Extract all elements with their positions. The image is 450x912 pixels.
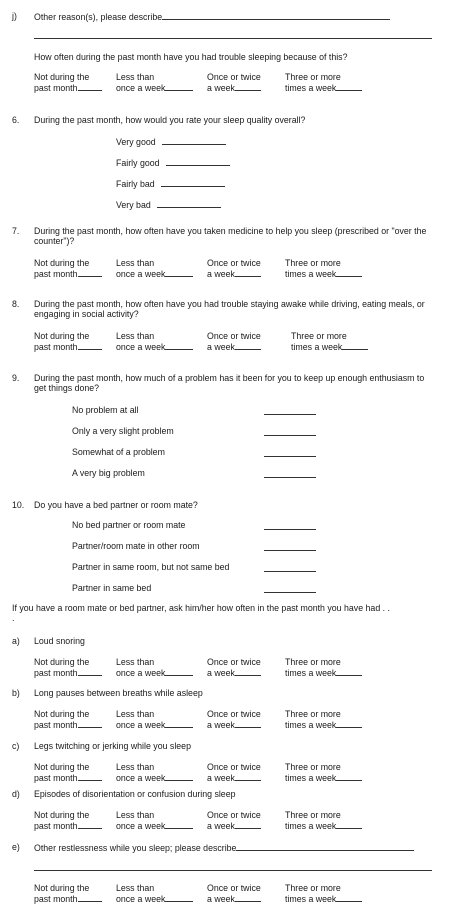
frequency-line2 xyxy=(207,893,261,904)
partner-item-prompt: Legs twitching or jerking while you sleep xyxy=(34,741,191,751)
frequency-blank[interactable] xyxy=(235,82,261,91)
frequency-text: times a week xyxy=(285,773,337,784)
question-j-frequency-option-3 xyxy=(207,72,261,94)
partner-item-c-frequency-option-4 xyxy=(285,762,362,784)
partner-item-b-label: b) xyxy=(12,688,20,698)
partner-item-e-describe-field[interactable] xyxy=(236,842,414,851)
partner-item-d-frequency-option-1 xyxy=(34,810,102,832)
question-9-number: 9. xyxy=(12,373,20,383)
question-10-option-label: Partner/room mate in other room xyxy=(72,541,200,551)
frequency-line1: Once or twice xyxy=(207,657,261,667)
frequency-blank[interactable] xyxy=(342,341,368,350)
frequency-text: once a week xyxy=(116,668,166,679)
frequency-blank[interactable] xyxy=(235,667,261,676)
frequency-line2 xyxy=(34,667,102,678)
question-9-option-blank[interactable] xyxy=(264,406,316,415)
question-j-extra-line[interactable] xyxy=(34,38,432,39)
frequency-line2 xyxy=(116,341,193,352)
frequency-text: once a week xyxy=(116,821,166,832)
question-10-option-4 xyxy=(72,583,151,593)
frequency-line2 xyxy=(116,667,193,678)
partner-item-e-frequency-option-4 xyxy=(285,883,362,905)
partner-item-d-label: d) xyxy=(12,789,20,799)
frequency-blank[interactable] xyxy=(78,82,102,91)
frequency-line1: Once or twice xyxy=(207,810,261,820)
question-9-option-2 xyxy=(72,426,174,436)
frequency-line1: Less than xyxy=(116,72,155,82)
frequency-line1: Three or more xyxy=(285,258,341,268)
question-10-option-blank[interactable] xyxy=(264,563,316,572)
question-j-subquestion: How often during the past month have you had trouble sleeping because of this? xyxy=(34,52,348,62)
question-6-option-2 xyxy=(116,157,230,168)
frequency-text: once a week xyxy=(116,342,166,353)
frequency-blank[interactable] xyxy=(165,820,193,829)
question-8-frequency-option-1 xyxy=(34,331,102,353)
frequency-text: past month xyxy=(34,720,78,731)
frequency-blank[interactable] xyxy=(78,667,102,676)
question-j-text xyxy=(34,11,432,22)
partner-item-a-label: a) xyxy=(12,636,20,646)
partner-item-b-text xyxy=(34,688,432,698)
frequency-blank[interactable] xyxy=(78,341,102,350)
question-6-option-label: Very good xyxy=(116,137,156,147)
frequency-line2 xyxy=(116,893,193,904)
question-6-text: During the past month, how would you rate your sleep quality overall? xyxy=(34,115,306,125)
frequency-blank[interactable] xyxy=(336,82,362,91)
question-9-option-label: No problem at all xyxy=(72,405,139,415)
frequency-line2 xyxy=(207,772,261,783)
frequency-line2 xyxy=(285,667,362,678)
partner-item-e-frequency-option-2 xyxy=(116,883,193,905)
frequency-line2 xyxy=(34,772,102,783)
question-8-frequency-option-2 xyxy=(116,331,193,353)
frequency-line2 xyxy=(285,772,362,783)
frequency-line1: Once or twice xyxy=(207,883,261,893)
frequency-blank[interactable] xyxy=(235,341,261,350)
question-6-number: 6. xyxy=(12,115,20,125)
frequency-line1: Three or more xyxy=(285,810,341,820)
frequency-text: past month xyxy=(34,269,78,280)
frequency-line2 xyxy=(34,268,102,279)
question-9-option-blank[interactable] xyxy=(264,469,316,478)
frequency-line1: Not during the xyxy=(34,762,90,772)
frequency-line1: Three or more xyxy=(285,72,341,82)
partner-item-b-frequency-option-4 xyxy=(285,709,362,731)
partner-item-prompt: Other restlessness while you sleep; please describe xyxy=(34,843,237,853)
partner-item-c-frequency-option-2 xyxy=(116,762,193,784)
frequency-line2 xyxy=(116,820,193,831)
frequency-blank[interactable] xyxy=(165,772,193,781)
frequency-text: past month xyxy=(34,821,78,832)
frequency-line2 xyxy=(207,820,261,831)
question-7-number: 7. xyxy=(12,226,20,236)
frequency-text: a week xyxy=(207,269,235,280)
frequency-blank[interactable] xyxy=(235,893,261,902)
partner-intro: If you have a room mate or bed partner, ask him/her how often in the past month you have had . . . xyxy=(12,603,390,624)
frequency-line1: Not during the xyxy=(34,810,90,820)
partner-item-b-frequency-option-1 xyxy=(34,709,102,731)
question-9-text: During the past month, how much of a problem has it been for you to keep up enough enthusiasm to get things done? xyxy=(34,373,425,394)
question-6-option-blank[interactable] xyxy=(157,199,221,208)
partner-item-e-text xyxy=(34,842,432,853)
frequency-blank[interactable] xyxy=(78,893,102,902)
frequency-line1: Less than xyxy=(116,258,155,268)
frequency-text: past month xyxy=(34,342,78,353)
partner-item-prompt: Episodes of disorientation or confusion during sleep xyxy=(34,789,236,799)
partner-item-e-frequency-option-3 xyxy=(207,883,261,905)
question-9-option-blank[interactable] xyxy=(264,427,316,436)
frequency-line2 xyxy=(116,82,193,93)
question-9-option-label: Somewhat of a problem xyxy=(72,447,165,457)
frequency-line2 xyxy=(207,82,261,93)
frequency-blank[interactable] xyxy=(235,719,261,728)
partner-item-d-frequency-option-4 xyxy=(285,810,362,832)
question-j-prompt: Other reason(s), please describe xyxy=(34,12,163,22)
frequency-line1: Not during the xyxy=(34,72,90,82)
question-8-number: 8. xyxy=(12,299,20,309)
frequency-line2 xyxy=(291,341,368,352)
frequency-line2 xyxy=(285,893,362,904)
partner-item-d-frequency-option-3 xyxy=(207,810,261,832)
frequency-text: times a week xyxy=(285,269,337,280)
frequency-text: a week xyxy=(207,821,235,832)
frequency-line1: Three or more xyxy=(285,883,341,893)
frequency-line2 xyxy=(285,719,362,730)
frequency-blank[interactable] xyxy=(165,719,193,728)
frequency-line1: Not during the xyxy=(34,883,90,893)
question-9-option-3 xyxy=(72,447,165,457)
frequency-blank[interactable] xyxy=(235,772,261,781)
frequency-text: a week xyxy=(207,342,235,353)
frequency-line1: Once or twice xyxy=(207,762,261,772)
frequency-blank[interactable] xyxy=(78,268,102,277)
question-6-option-4 xyxy=(116,199,221,210)
frequency-text: times a week xyxy=(285,894,337,905)
frequency-line1: Three or more xyxy=(291,331,347,341)
partner-item-b-frequency-option-2 xyxy=(116,709,193,731)
frequency-line2 xyxy=(207,341,261,352)
frequency-line2 xyxy=(34,82,102,93)
frequency-text: a week xyxy=(207,773,235,784)
question-6-option-3 xyxy=(116,178,225,189)
partner-item-prompt: Loud snoring xyxy=(34,636,85,646)
frequency-blank[interactable] xyxy=(235,268,261,277)
question-6-option-blank[interactable] xyxy=(162,136,226,145)
question-10-option-label: Partner in same bed xyxy=(72,583,152,593)
question-9-option-label: Only a very slight problem xyxy=(72,426,174,436)
frequency-blank[interactable] xyxy=(78,820,102,829)
question-9-option-1 xyxy=(72,405,139,415)
question-9-option-blank[interactable] xyxy=(264,448,316,457)
frequency-blank[interactable] xyxy=(165,341,193,350)
question-10-text: Do you have a bed partner or room mate? xyxy=(34,500,198,510)
frequency-line1: Less than xyxy=(116,883,155,893)
question-10-option-blank[interactable] xyxy=(264,542,316,551)
frequency-line1: Less than xyxy=(116,657,155,667)
partner-item-c-label: c) xyxy=(12,741,20,751)
frequency-blank[interactable] xyxy=(165,667,193,676)
question-6-option-blank[interactable] xyxy=(161,178,225,187)
question-6-option-label: Fairly bad xyxy=(116,179,155,189)
frequency-text: past month xyxy=(34,894,78,905)
frequency-line1: Not during the xyxy=(34,331,90,341)
frequency-line1: Not during the xyxy=(34,657,90,667)
frequency-line2 xyxy=(34,341,102,352)
frequency-text: a week xyxy=(207,720,235,731)
frequency-blank[interactable] xyxy=(165,82,193,91)
partner-item-c-frequency-option-3 xyxy=(207,762,261,784)
frequency-line2 xyxy=(207,268,261,279)
frequency-blank[interactable] xyxy=(165,268,193,277)
question-8-text: During the past month, how often have you had trouble staying awake while driving, eating meals, or engaging in social activity? xyxy=(34,299,425,320)
question-10-option-blank[interactable] xyxy=(264,584,316,593)
frequency-line2 xyxy=(116,719,193,730)
frequency-line2 xyxy=(285,268,362,279)
frequency-line2 xyxy=(285,82,362,93)
frequency-blank[interactable] xyxy=(165,893,193,902)
frequency-text: past month xyxy=(34,668,78,679)
question-7-text: During the past month, how often have you taken medicine to help you sleep (prescribed or "over the counter")? xyxy=(34,226,427,247)
partner-item-e-label: e) xyxy=(12,842,20,852)
frequency-blank[interactable] xyxy=(78,772,102,781)
frequency-line2 xyxy=(34,820,102,831)
question-10-option-1 xyxy=(72,520,185,530)
frequency-line1: Not during the xyxy=(34,709,90,719)
question-10-option-label: Partner in same room, but not same bed xyxy=(72,562,230,572)
frequency-line1: Less than xyxy=(116,331,155,341)
question-6-option-label: Fairly good xyxy=(116,158,160,168)
frequency-blank[interactable] xyxy=(336,893,362,902)
partner-item-c-frequency-option-1 xyxy=(34,762,102,784)
question-9-option-4 xyxy=(72,468,145,478)
question-7-frequency-option-1 xyxy=(34,258,102,280)
frequency-text: a week xyxy=(207,668,235,679)
frequency-blank[interactable] xyxy=(336,667,362,676)
question-6-option-blank[interactable] xyxy=(166,157,230,166)
frequency-text: times a week xyxy=(285,668,337,679)
question-j-frequency-option-1 xyxy=(34,72,102,94)
frequency-line1: Less than xyxy=(116,762,155,772)
question-j-frequency-option-4 xyxy=(285,72,362,94)
frequency-line1: Once or twice xyxy=(207,258,261,268)
question-10-option-2 xyxy=(72,541,200,551)
frequency-line2 xyxy=(116,268,193,279)
frequency-text: once a week xyxy=(116,720,166,731)
frequency-line1: Once or twice xyxy=(207,709,261,719)
frequency-text: past month xyxy=(34,83,78,94)
frequency-line1: Three or more xyxy=(285,709,341,719)
question-8-frequency-option-3 xyxy=(207,331,261,353)
frequency-line1: Less than xyxy=(116,709,155,719)
frequency-text: a week xyxy=(207,894,235,905)
frequency-line2 xyxy=(34,719,102,730)
frequency-line1: Three or more xyxy=(285,762,341,772)
question-j-label: j) xyxy=(12,11,17,21)
frequency-text: once a week xyxy=(116,269,166,280)
question-6-option-label: Very bad xyxy=(116,200,151,210)
frequency-text: a week xyxy=(207,83,235,94)
frequency-blank[interactable] xyxy=(336,820,362,829)
frequency-text: past month xyxy=(34,773,78,784)
question-j-frequency-option-2 xyxy=(116,72,193,94)
partner-item-d-text xyxy=(34,789,432,799)
frequency-text: times a week xyxy=(285,821,337,832)
frequency-line2 xyxy=(34,893,102,904)
frequency-text: times a week xyxy=(285,720,337,731)
question-j-describe-field[interactable] xyxy=(162,11,390,20)
question-10-option-blank[interactable] xyxy=(264,521,316,530)
partner-item-a-frequency-option-2 xyxy=(116,657,193,679)
frequency-line2 xyxy=(285,820,362,831)
question-7-frequency-option-4 xyxy=(285,258,362,280)
frequency-line1: Less than xyxy=(116,810,155,820)
frequency-text: times a week xyxy=(285,83,337,94)
frequency-text: times a week xyxy=(291,342,343,353)
partner-item-d-frequency-option-2 xyxy=(116,810,193,832)
frequency-text: once a week xyxy=(116,773,166,784)
partner-item-e-extra-line[interactable] xyxy=(34,870,432,871)
question-10-option-3 xyxy=(72,562,229,572)
frequency-line2 xyxy=(207,719,261,730)
frequency-line1: Not during the xyxy=(34,258,90,268)
frequency-line2 xyxy=(207,667,261,678)
frequency-line1: Three or more xyxy=(285,657,341,667)
question-10-option-label: No bed partner or room mate xyxy=(72,520,186,530)
partner-item-a-frequency-option-4 xyxy=(285,657,362,679)
partner-item-prompt: Long pauses between breaths while asleep xyxy=(34,688,203,698)
frequency-blank[interactable] xyxy=(336,719,362,728)
partner-item-e-frequency-option-1 xyxy=(34,883,102,905)
frequency-text: once a week xyxy=(116,83,166,94)
question-7-frequency-option-3 xyxy=(207,258,261,280)
frequency-text: once a week xyxy=(116,894,166,905)
frequency-blank[interactable] xyxy=(235,820,261,829)
partner-item-a-text xyxy=(34,636,432,646)
partner-item-a-frequency-option-1 xyxy=(34,657,102,679)
question-10-number: 10. xyxy=(12,500,25,510)
partner-item-c-text xyxy=(34,741,432,751)
question-8-frequency-option-4 xyxy=(291,331,368,353)
frequency-blank[interactable] xyxy=(78,719,102,728)
frequency-blank[interactable] xyxy=(336,268,362,277)
frequency-line2 xyxy=(116,772,193,783)
partner-item-b-frequency-option-3 xyxy=(207,709,261,731)
frequency-line1: Once or twice xyxy=(207,72,261,82)
question-6-option-1 xyxy=(116,136,226,147)
frequency-line1: Once or twice xyxy=(207,331,261,341)
frequency-blank[interactable] xyxy=(336,772,362,781)
question-7-frequency-option-2 xyxy=(116,258,193,280)
partner-item-a-frequency-option-3 xyxy=(207,657,261,679)
question-9-option-label: A very big problem xyxy=(72,468,145,478)
